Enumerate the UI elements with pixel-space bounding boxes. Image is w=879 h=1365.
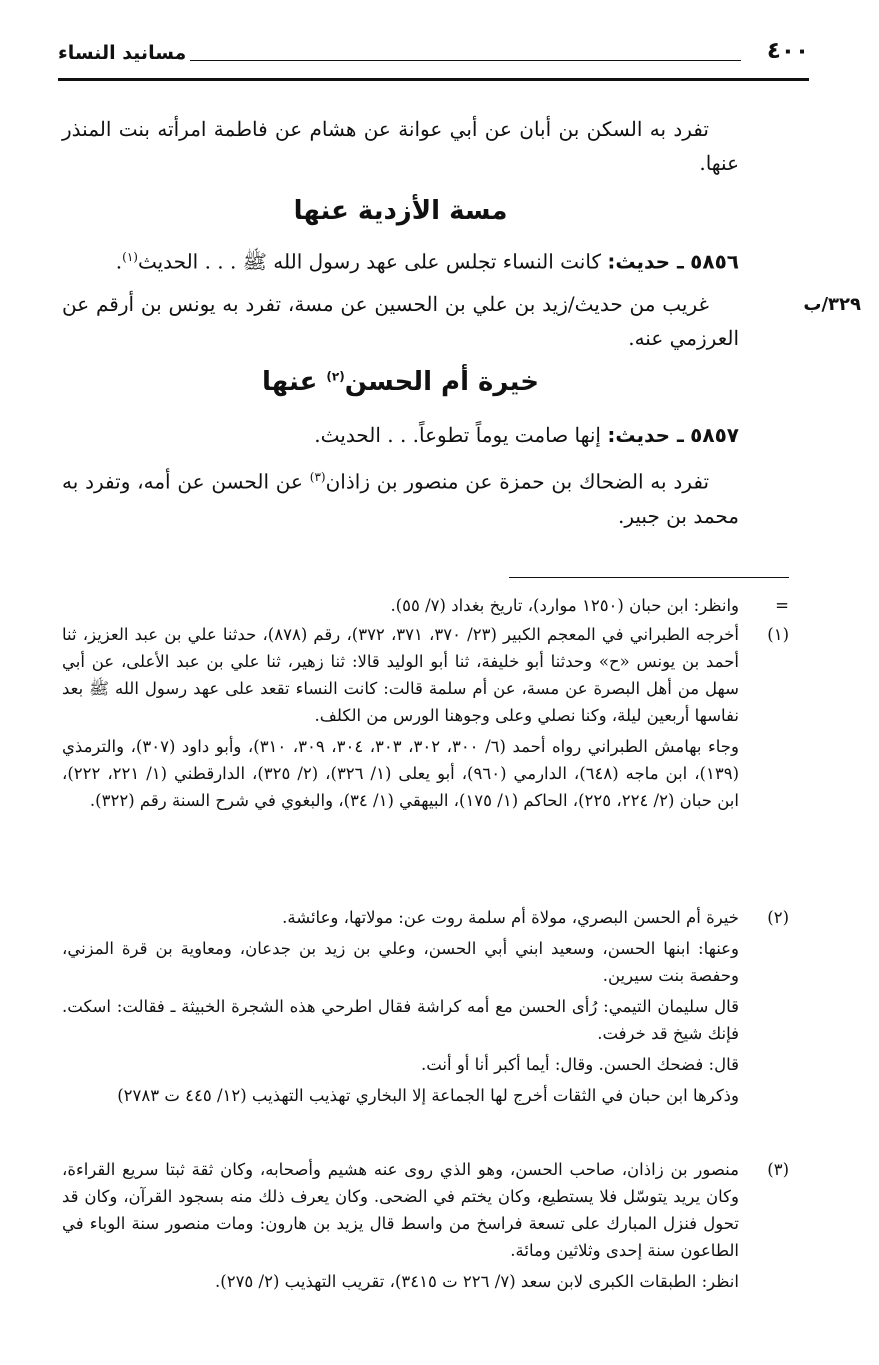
footnote-marker: (١)	[767, 625, 789, 644]
footnote-text: منصور بن زاذان، صاحب الحسن، وهو الذي روى عنه هشيم وأصحابه، وكان ثقة ثبتا سريع القراءة، وكان يريد يتوسّل فلا يستطيع، وكان يختم في الضحى. وكان يعرف ذلك منه بسجود القرآن، وكان قد تحول فنزل المبارك على تسعة فراسخ من واسط قال يزيد بن هارون: ومات منصور سنة الوباء في الطاعون سنة إحدى وثلاثين ومائة.	[62, 1160, 739, 1260]
footnote-text: وانظر: ابن حبان (١٢٥٠ موارد)، تاريخ بغداد (٧/ ٥٥).	[390, 596, 739, 615]
hadith-entry	[62, 240, 739, 279]
hadith-label: ـ حديث:	[607, 423, 684, 447]
footnote-3	[62, 1156, 789, 1295]
header-rule	[190, 60, 741, 61]
hadith-number: ٥٨٥٧	[690, 423, 739, 447]
footnote-ref: (١)	[122, 250, 138, 264]
commentary-text: غريب من حديث/زيد بن علي بن الحسين عن مسة، تفرد به يونس بن أرقم عن العرزمي عنه.	[62, 292, 739, 350]
footnote-separator	[509, 577, 789, 578]
commentary-text: تفرد به الضحاك بن حمزة عن منصور بن زاذان	[325, 469, 710, 494]
intro-text: تفرد به السكن بن أبان عن أبي عوانة عن هشام عن فاطمة امرأته بنت المنذر عنها.	[62, 117, 739, 175]
intro-paragraph	[62, 112, 739, 180]
page-number: ٤٠٠	[766, 38, 809, 64]
hadith-text: إنها صامت يوماً تطوعاً. . . الحديث.	[314, 423, 601, 447]
heading-tail: عنها	[262, 367, 318, 397]
footnote-text: قال سليمان التيمي: رُأى الحسن مع أمه كراشة فقال اطرحي هذه الشجرة الخبيثة ـ فقالت: اسكت. فإنك شيخ قد خرفت.	[62, 997, 739, 1043]
hadith-text: كانت النساء تجلس على عهد رسول الله ﷺ . . . الحديث	[137, 249, 601, 274]
section-heading	[62, 367, 739, 397]
hadith-number: ٥٨٥٦	[690, 249, 739, 274]
manuscript-folio-note: ٣٢٩/ب	[803, 294, 861, 315]
footnote-marker: (٢)	[767, 908, 789, 927]
commentary-paragraph	[62, 460, 739, 533]
hadith-end: .	[115, 249, 123, 274]
footnote-text: قال: فضحك الحسن. وقال: أيما أكبر أنا أو أنت.	[420, 1055, 739, 1074]
footnote-text: وذكرها ابن حبان في الثقات أخرج لها الجماعة إلا البخاري تهذيب التهذيب (١٢/ ٤٤٥ ت ٢٧٨٣)	[117, 1086, 739, 1105]
running-title: مسانيد النساء	[58, 42, 187, 64]
footnote-marker: (٣)	[767, 1160, 789, 1179]
commentary-paragraph	[62, 287, 739, 355]
footnote-2	[62, 904, 789, 1109]
continuation-marker: =	[775, 596, 789, 615]
header-divider	[58, 78, 809, 81]
footnote-1	[62, 621, 789, 814]
footnote-ref: (٣)	[309, 470, 326, 484]
footnote-text: وعنها: ابنها الحسن، وسعيد ابني أبي الحسن، وعلي بن زيد بن جدعان، ومعاوية بن قرة المزني، وحفصة بنت سيرين.	[62, 939, 739, 985]
footnote-text: خيرة أم الحسن البصري، مولاة أم سلمة روت عن: مولاتها، وعائشة.	[282, 908, 739, 927]
section-heading: مسة الأزدية عنها	[293, 196, 508, 226]
footnote-ref: (٢)	[326, 369, 345, 384]
heading-main: خيرة أم الحسن	[344, 367, 539, 397]
commentary-text: عن الحسن عن أمه، وتفرد به محمد بن جبير.	[62, 469, 739, 528]
page-header	[58, 38, 809, 78]
footnote-text: وجاء بهامش الطبراني رواه أحمد (٦/ ٣٠٠، ٣٠٢، ٣٠٣، ٣٠٤، ٣٠٩، ٣١٠)، وأبو داود (٣٠٧)، والترمذي (١٣٩)، ابن ماجه (٦٤٨)، الدارمي (٩٦٠)، أبو يعلى (١/ ٣٢٦)، (٢/ ٣٢٥)، الدارقطني (١/ ٢٢١، ٢٢٢)، ابن حبان (٢/ ٢٢٤، ٢٢٥)، الحاكم (١/ ١٧٥)، البيهقي (١/ ٣٤)، والبغوي في شرح السنة رقم (٣٢٢).	[62, 737, 740, 810]
footnote-continuation	[62, 592, 789, 619]
hadith-entry	[62, 418, 739, 452]
footnote-text: انظر: الطبقات الكبرى لابن سعد (٧/ ٢٢٦ ت ٣٤١٥)، تقريب التهذيب (٢/ ٢٧٥).	[215, 1272, 739, 1291]
footnote-text: أخرجه الطبراني في المعجم الكبير (٢٣/ ٣٧٠، ٣٧١، ٣٧٢)، رقم (٨٧٨)، حدثنا علي بن عبد العزيز، ثنا أحمد بن يونس «ح» وحدثنا أبو خليفة، ثنا أبو الوليد قالا: ثنا زهير، ثنا علي بن عبد الأعلى، عن أبي سهل من أهل البصرة عن مسة، عن أم سلمة قالت: كانت النساء تقعد على عهد رسول الله ﷺ بعد نفاسها أربعين ليلة، وكنا نصلي وعلى وجوهنا الورس من الكلف.	[62, 625, 739, 725]
hadith-label: ـ حديث:	[607, 249, 684, 274]
